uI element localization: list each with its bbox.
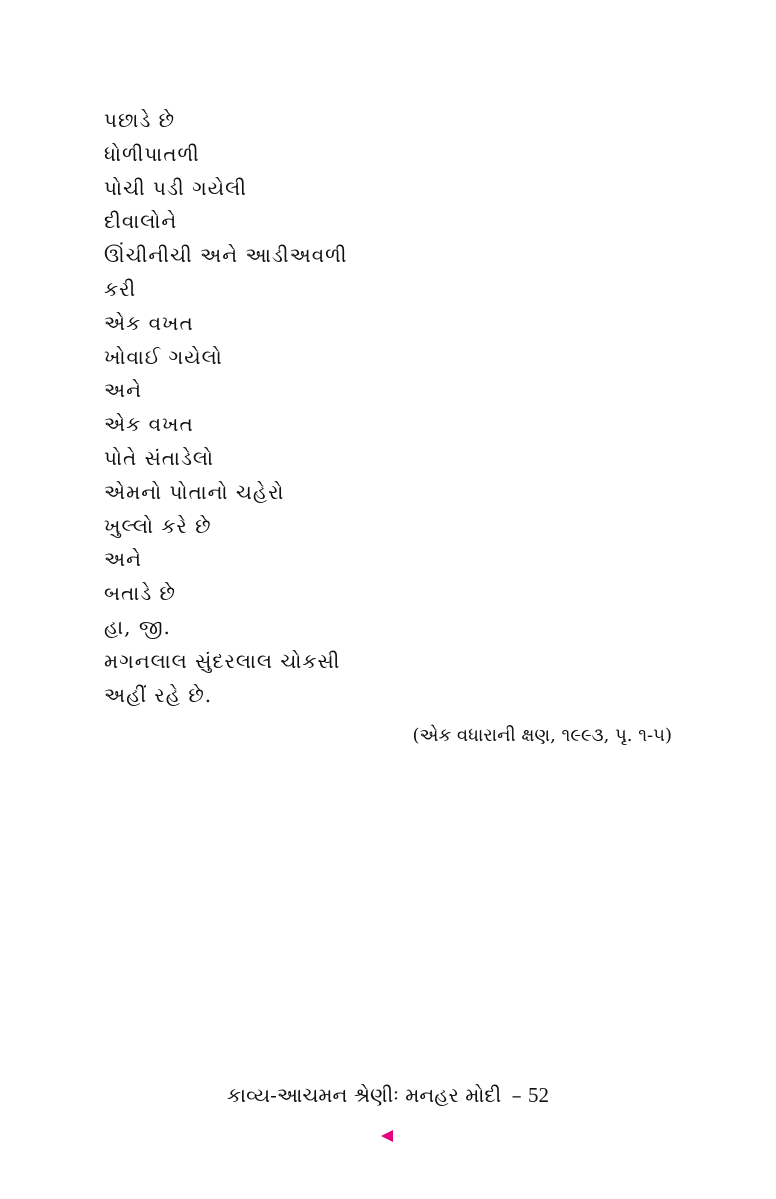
page-number: 52 [527,1083,549,1107]
poem-line: પોચી પડી ગયેલી [104,175,247,200]
poem-line: એમનો પોતાનો ચહેરો [104,479,285,504]
poem-line: કરી [104,276,137,301]
poem-citation: (એક વધારાની ક્ષણ, ૧૯૯૩, પૃ. ૧-૫) [412,725,672,746]
poem-body [104,104,704,712]
poem-line: એક વખત [104,412,194,437]
poem-line: બતાડે છે [104,581,177,606]
poem-line: પછાડે છે [104,108,176,132]
poem-line: દીવાલોને [104,209,178,234]
series-title: કાવ્ય-આચમન શ્રેણીઃ મનહર મોદી [227,1083,502,1107]
footer-separator: – [511,1083,522,1107]
poem-line: હા, જી. [104,614,171,639]
page-footer [0,1080,776,1110]
poem-line: ધોળીપાતળી [104,141,200,166]
poem-line: ખુલ્લો કરે છે [104,513,212,538]
poem-line: ઊંચીનીચી અને આડીઅવળી [104,243,348,268]
poem-line: અહીં રહે છે. [104,682,213,707]
triangle-left-icon[interactable] [381,1130,393,1142]
poem-line: એક વખત [104,310,194,335]
poem-line: અને [104,547,142,572]
poem-line: પોતે સંતાડેલો [104,445,215,470]
poem-line: ખોવાઈ ગયેલો [104,344,223,369]
poem-line: અને [104,378,142,403]
poem-line: મગનલાલ સુંદરલાલ ચોકસી [104,648,341,673]
